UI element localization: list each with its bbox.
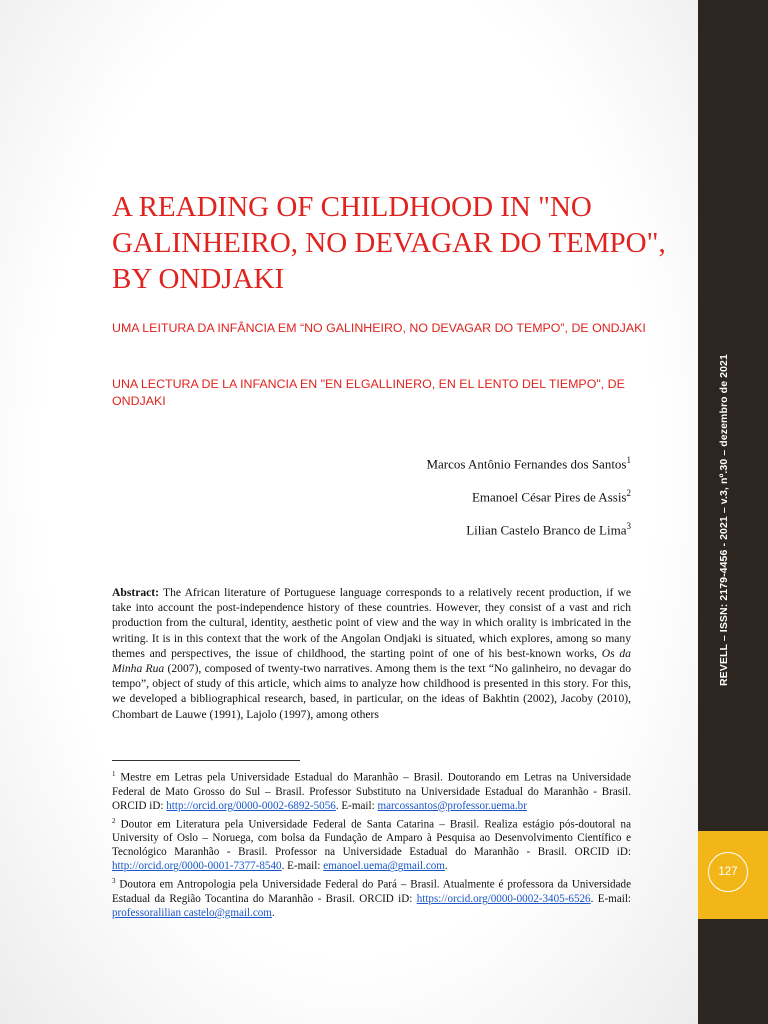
page-number: 127 xyxy=(708,852,748,892)
orcid-link[interactable]: http://orcid.org/0000-0001-7377-8540 xyxy=(112,860,282,873)
footnote-number: 2 xyxy=(112,816,116,825)
footnote-text: Mestre em Letras pela Universidade Estadual do Maranhão – Brasil. Doutorando em Letras na Universidade Federal de Mato Grosso do Sul – Brasil. Professor Substituto na Universidade Estadual do Maranhão - Brasil. ORCID iD: xyxy=(112,771,631,812)
article-title-spanish: UNA LECTURA DE LA INFANCIA EN "EN ELGALLINERO, EN EL LENTO DEL TIEMPO", DE ONDJAKI xyxy=(112,377,625,408)
orcid-link[interactable]: http://orcid.org/0000-0002-6892-5056 xyxy=(166,799,336,812)
abstract xyxy=(112,585,631,722)
footnote-text: Doutor em Literatura pela Universidade Federal de Santa Catarina – Brasil. Realiza estágio pós-doutoral na University of Oslo – Noruega, com bolsa da Fundação de Amparo à Pesquisa ao Desenvolvimento Científico e Tecnológico Maranhão - Brasil. Professor na Universidade Estadual do Maranhão - Brasil. ORCID iD: xyxy=(112,818,631,859)
article-title: A READING OF CHILDHOOD IN "NO GALINHEIRO, NO DEVAGAR DO TEMPO", BY ONDJAKI xyxy=(112,191,666,295)
email-label: . E-mail: xyxy=(590,893,631,906)
footnote-ref[interactable]: 2 xyxy=(626,488,631,498)
footnotes xyxy=(112,767,631,921)
abstract-text-1: The African literature of Portuguese language corresponds to a relatively recent production, if we take into account the post-independence history of these countries. However, they consist of a vast and rich production from the cultural, identity, aesthetic point of view and the way in which orality is imbricated in the writing. It is in this context that the work of the Angolan Ondjaki is situated, which explores, among so many themes and perspectives, the issue of childhood, the starting point of one of his best-known works, xyxy=(112,586,631,660)
author-name: Lilian Castelo Branco de Lima xyxy=(466,522,627,538)
abstract-text-2: (2007), composed of twenty-two narratives. Among them is the text “No galinheiro, no devagar do tempo”, object of study of this article, which aims to analyze how childhood is presented in this story. For this, we developed a bibliographical research, based, in particular, on the ideas of Bakhtin (2002), Jacoby (2010), Chombart de Lauwe (1991), Lajolo (1997), among others xyxy=(112,662,631,721)
footnote-number: 1 xyxy=(112,770,116,778)
footnote-3 xyxy=(112,874,631,920)
footnote-end: . xyxy=(444,860,448,873)
email-label: . E-mail: xyxy=(281,860,321,873)
email-label: . E-mail: xyxy=(335,799,375,812)
book-title: Os da Minha Rua xyxy=(112,646,631,676)
footnote-separator xyxy=(112,760,300,761)
footnote-ref[interactable]: 1 xyxy=(626,455,631,465)
orcid-link[interactable]: https://orcid.org/0000-0002-3405-6526 xyxy=(416,893,591,906)
author-2 xyxy=(472,485,631,505)
footnote-1 xyxy=(112,767,631,813)
author-1 xyxy=(426,452,631,472)
email-link[interactable]: emanoel.uema@gmail.com xyxy=(323,860,445,873)
footnote-end: . xyxy=(271,907,275,920)
author-name: Marcos Antônio Fernandes dos Santos xyxy=(426,456,627,472)
article-title-portuguese: UMA LEITURA DA INFÂNCIA EM “NO GALINHEIRO, NO DEVAGAR DO TEMPO”, DE ONDJAKI xyxy=(112,321,646,335)
author-3 xyxy=(466,518,631,538)
journal-issn-label: REVELL – ISSN: 2179-4456 - 2021 – v.3, nº.30 – dezembro de 2021 xyxy=(718,354,730,686)
footnote-number: 3 xyxy=(112,877,116,886)
footnote-2 xyxy=(112,814,631,874)
footnote-ref[interactable]: 3 xyxy=(626,521,631,531)
email-link[interactable]: marcossantos@professor.uema.br xyxy=(377,799,527,812)
abstract-label: Abstract: xyxy=(112,586,160,599)
footnote-text: Doutora em Antropologia pela Universidade Federal do Pará – Brasil. Atualmente é professora da Universidade Estadual da Região Tocantina do Maranhão - Brasil. ORCID iD: xyxy=(112,879,631,906)
email-link[interactable]: professoralilian castelo@gmail.com xyxy=(112,907,272,920)
author-name: Emanoel César Pires de Assis xyxy=(471,489,627,505)
